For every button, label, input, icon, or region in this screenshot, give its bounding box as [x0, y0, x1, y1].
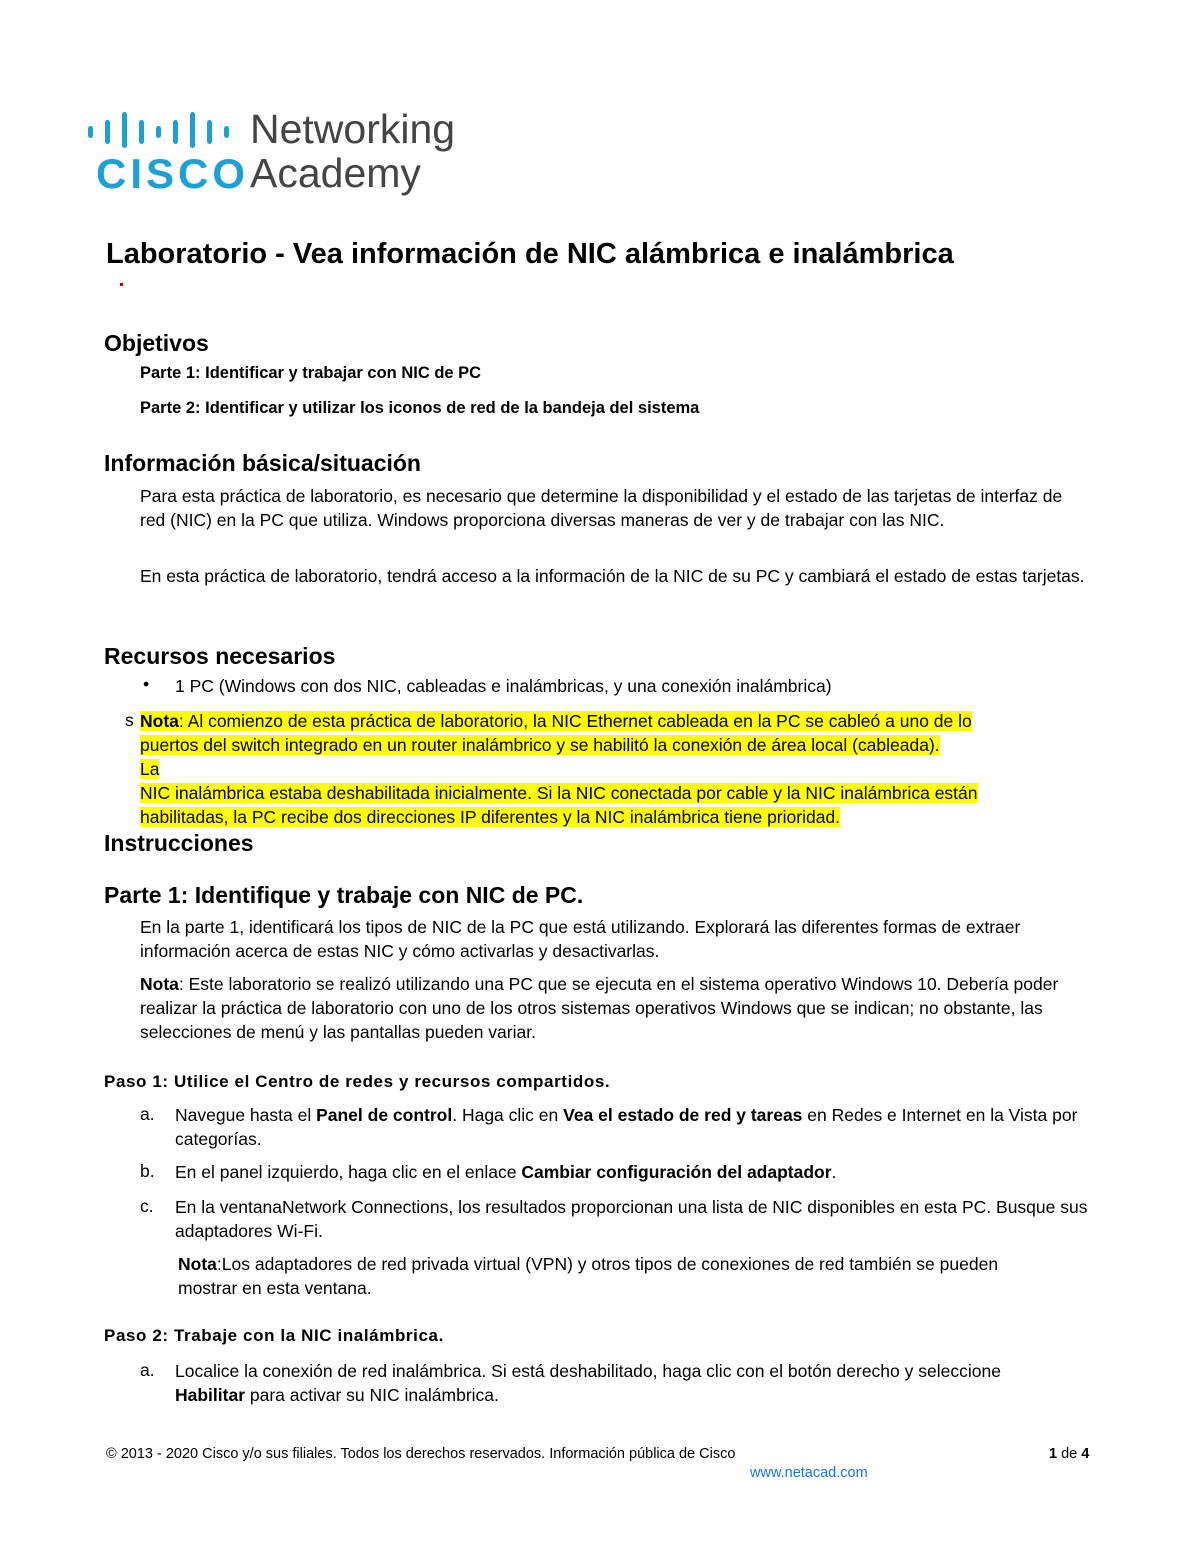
paso1-b-text-1: En el panel izquierdo, haga clic en el enlace [175, 1162, 522, 1182]
paso1-item-a-letter: a. [140, 1104, 155, 1124]
logo-line-academy: Academy [250, 150, 421, 196]
vea-estado-red-label: Vea el estado de red y tareas [563, 1105, 803, 1125]
habilitar-label: Habilitar [175, 1385, 246, 1405]
note-line-4: NIC inalámbrica estaba deshabilitada inicialmente. Si la NIC conectada por cable y la NIC inalámbrica están [140, 783, 978, 803]
cisco-wordmark: CISCO [96, 150, 250, 197]
objetivos-heading: Objetivos [104, 330, 209, 356]
objetivo-part-1: Parte 1: Identificar y trabajar con NIC de PC [140, 364, 482, 382]
footer-copyright-text: 2013 - 2020 Cisco y/o sus filiales. Todos los derechos reservados. Información pública de Cisco [120, 1446, 736, 1462]
paso1-c-note-label: Nota [178, 1254, 217, 1274]
document-title: Laboratorio - Vea información de NIC alámbrica e inalámbrica [106, 238, 954, 270]
parte1-note-label: Nota [140, 974, 179, 994]
page-number [1049, 1446, 1089, 1462]
parte1-heading: Parte 1: Identifique y trabaje con NIC de PC. [104, 882, 584, 908]
paso1-item-b-letter: b. [140, 1161, 155, 1181]
page-of: de [1061, 1446, 1078, 1462]
cisco-networking-academy-logo [86, 108, 466, 198]
bullet-icon: • [143, 674, 150, 694]
recursos-item-1: 1 PC (Windows con dos NIC, cableadas e inalámbricas, y una conexión inalámbrica) [175, 676, 832, 696]
red-marker-dot [120, 283, 123, 286]
page-current: 1 [1049, 1446, 1058, 1462]
parte1-paragraph: En la parte 1, identificará los tipos de NIC de la PC que está utilizando. Explorará las diferentes formas de extraer información acerca de estas NIC y cómo activarlas y desactivarlas. [140, 917, 1021, 961]
recursos-heading: Recursos necesarios [104, 643, 336, 669]
paso2-a-text-1: Localice la conexión de red inalámbrica. Si está deshabilitado, haga clic con el botón derecho y seleccione [175, 1361, 1001, 1381]
note-line-5: habilitadas, la PC recibe dos direcciones IP diferentes y la NIC inalámbrica tiene prioridad. [140, 807, 841, 827]
info-heading: Información básica/situación [104, 450, 421, 476]
page-total: 4 [1081, 1446, 1090, 1462]
note-label: Nota [140, 711, 179, 731]
paso1-c-note [178, 1252, 1058, 1300]
paso1-a-text-2: . Haga clic en [452, 1105, 564, 1125]
paso2-heading: Paso 2: Trabaje con la NIC inalámbrica. [104, 1326, 444, 1345]
panel-de-control-label: Panel de control [316, 1105, 453, 1125]
paso2-item-a-letter: a. [140, 1360, 155, 1380]
note-line-1: : Al comienzo de esta práctica de laboratorio, la NIC Ethernet cableada en la PC se cableó a uno de lo [178, 711, 972, 731]
cisco-bars-icon [86, 108, 236, 148]
objetivo-part-2: Parte 2: Identificar y utilizar los iconos de red de la bandeja del sistema [140, 399, 700, 417]
paso1-item-b [175, 1160, 1095, 1184]
paso1-c-note-text: :Los adaptadores de red privada virtual (VPN) y otros tipos de conexiones de red también se pueden mostrar en esta ventana. [178, 1254, 999, 1298]
footer-copyright [106, 1446, 735, 1462]
paso2-a-text-2: para activar su NIC inalámbrica. [245, 1385, 499, 1405]
paso1-heading: Paso 1: Utilice el Centro de redes y recursos compartidos. [104, 1072, 611, 1091]
paso1-item-c: En la ventanaNetwork Connections, los resultados proporcionan una lista de NIC disponibles en esta PC. Busque sus adaptadores Wi-Fi. [175, 1197, 1088, 1241]
info-paragraph-1: Para esta práctica de laboratorio, es necesario que determine la disponibilidad y el estado de las tarjetas de interfaz de red (NIC) en la PC que utiliza. Windows proporciona diversas maneras de ver y de trabajar con las NIC. [140, 486, 1063, 530]
netacad-link[interactable]: www.netacad.com [750, 1465, 868, 1481]
cambiar-configuracion-label: Cambiar configuración del adaptador [521, 1162, 832, 1182]
paso1-item-a [175, 1103, 1095, 1151]
paso2-item-a [175, 1359, 1035, 1407]
note-line-2: puertos del switch integrado en un router inalámbrico y se habilitó la conexión de área local (cableada). [140, 735, 940, 755]
copyright-icon: © [106, 1446, 117, 1462]
logo-line-networking: Networking [250, 106, 456, 152]
instrucciones-heading: Instrucciones [104, 830, 254, 856]
parte1-note-text: : Este laboratorio se realizó utilizando una PC que se ejecuta en el sistema operativo Windows 10. Debería poder realizar la práctica de laboratorio con uno de los otros sistemas operativos Windows que se indican; no obstante, las selecciones de menú y las pantallas pueden variar. [140, 974, 1059, 1042]
parte1-note [140, 972, 1090, 1044]
recursos-note [140, 709, 1090, 829]
paso1-a-text-3: en Redes e Internet en la Vista por categorías. [175, 1105, 1078, 1149]
note-prefix: s [125, 710, 134, 730]
note-line-3: La [140, 759, 160, 779]
info-paragraph-2: En esta práctica de laboratorio, tendrá acceso a la información de la NIC de su PC y cambiará el estado de estas tarjetas. [140, 566, 1085, 586]
paso1-a-text-1: Navegue hasta el [175, 1105, 317, 1125]
paso1-b-text-2: . [831, 1162, 837, 1182]
paso1-item-c-letter: c. [140, 1196, 154, 1216]
